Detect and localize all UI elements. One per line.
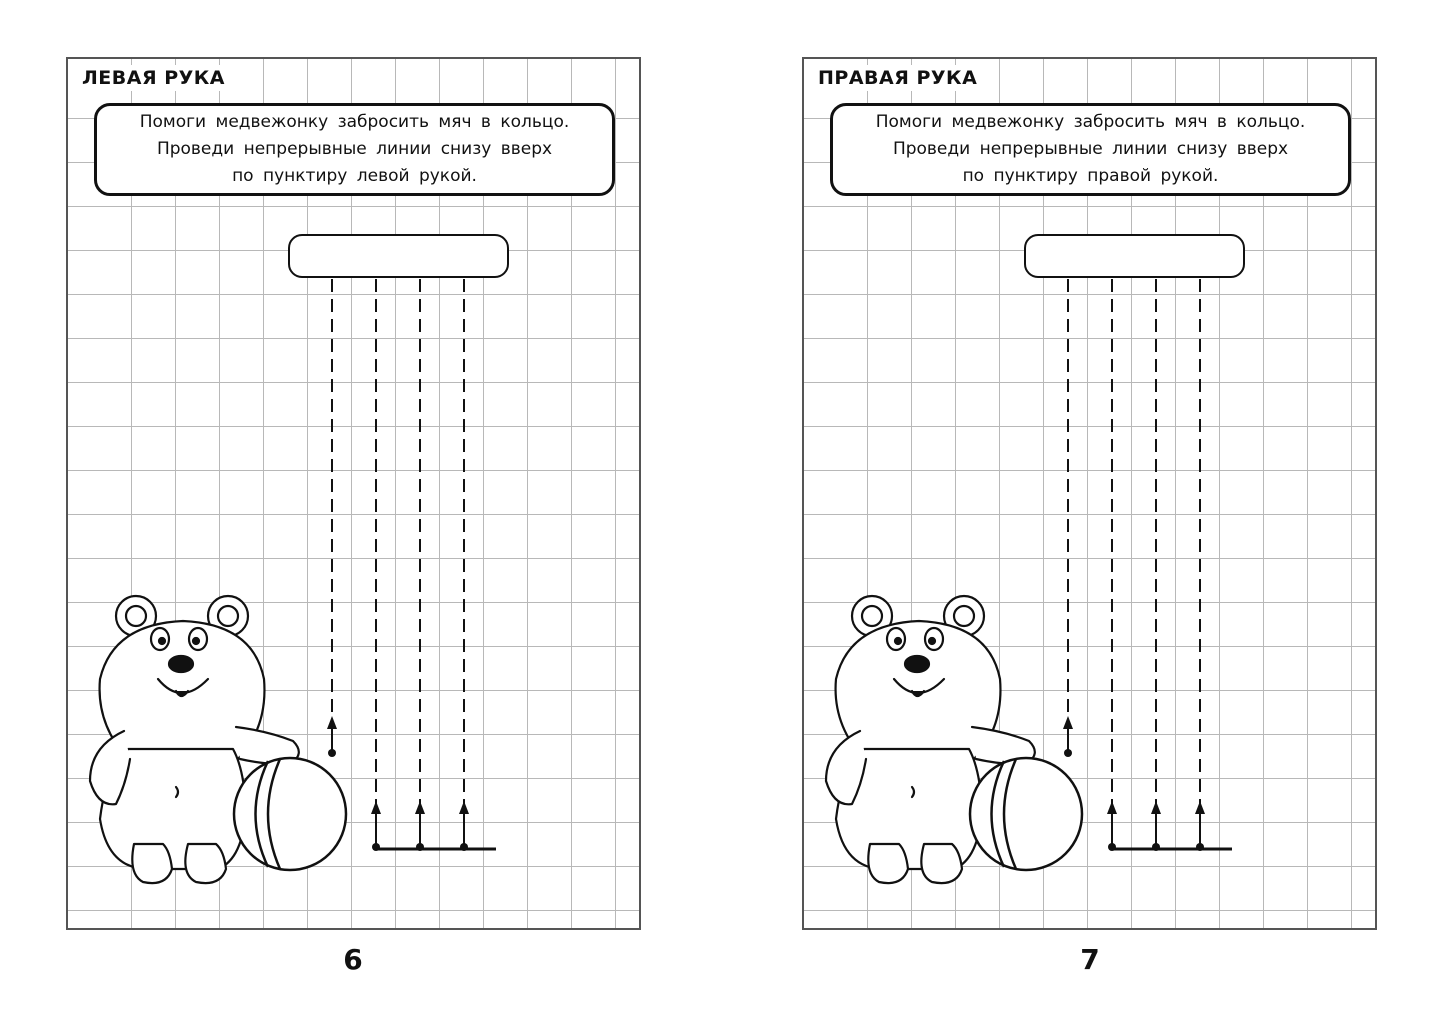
- page-number: 7: [1080, 943, 1100, 976]
- dashed-tracing-paths[interactable]: [1068, 279, 1200, 804]
- instruction-line: Помоги медвежонку забросить мяч в кольцо.: [875, 112, 1306, 132]
- page-number: 6: [343, 943, 363, 976]
- arrow-icon: [1063, 716, 1205, 814]
- instruction-line: Помоги медвежонку забросить мяч в кольцо.: [139, 112, 570, 132]
- left-page: [66, 57, 641, 930]
- page-heading: ПРАВАЯ РУКА: [814, 65, 981, 91]
- ball-illustration: [970, 758, 1082, 870]
- instruction-line: Проведи непрерывные линии снизу вверх: [892, 139, 1289, 159]
- arrow-icon: [327, 716, 469, 814]
- start-line: [1068, 729, 1232, 849]
- start-dot-icon: [328, 749, 468, 851]
- dashed-tracing-paths[interactable]: [332, 279, 464, 804]
- ball-illustration: [234, 758, 346, 870]
- instruction-line: по пунктиру правой рукой.: [962, 166, 1219, 186]
- tracing-artwork: [68, 59, 641, 930]
- start-line: [332, 729, 496, 849]
- start-dot-icon: [1064, 749, 1204, 851]
- instruction-line: Проведи непрерывные линии снизу вверх: [156, 139, 553, 159]
- instruction-line: по пунктиру левой рукой.: [232, 166, 477, 186]
- right-page: [802, 57, 1377, 930]
- tracing-artwork: [804, 59, 1377, 930]
- page-heading: ЛЕВАЯ РУКА: [78, 65, 229, 91]
